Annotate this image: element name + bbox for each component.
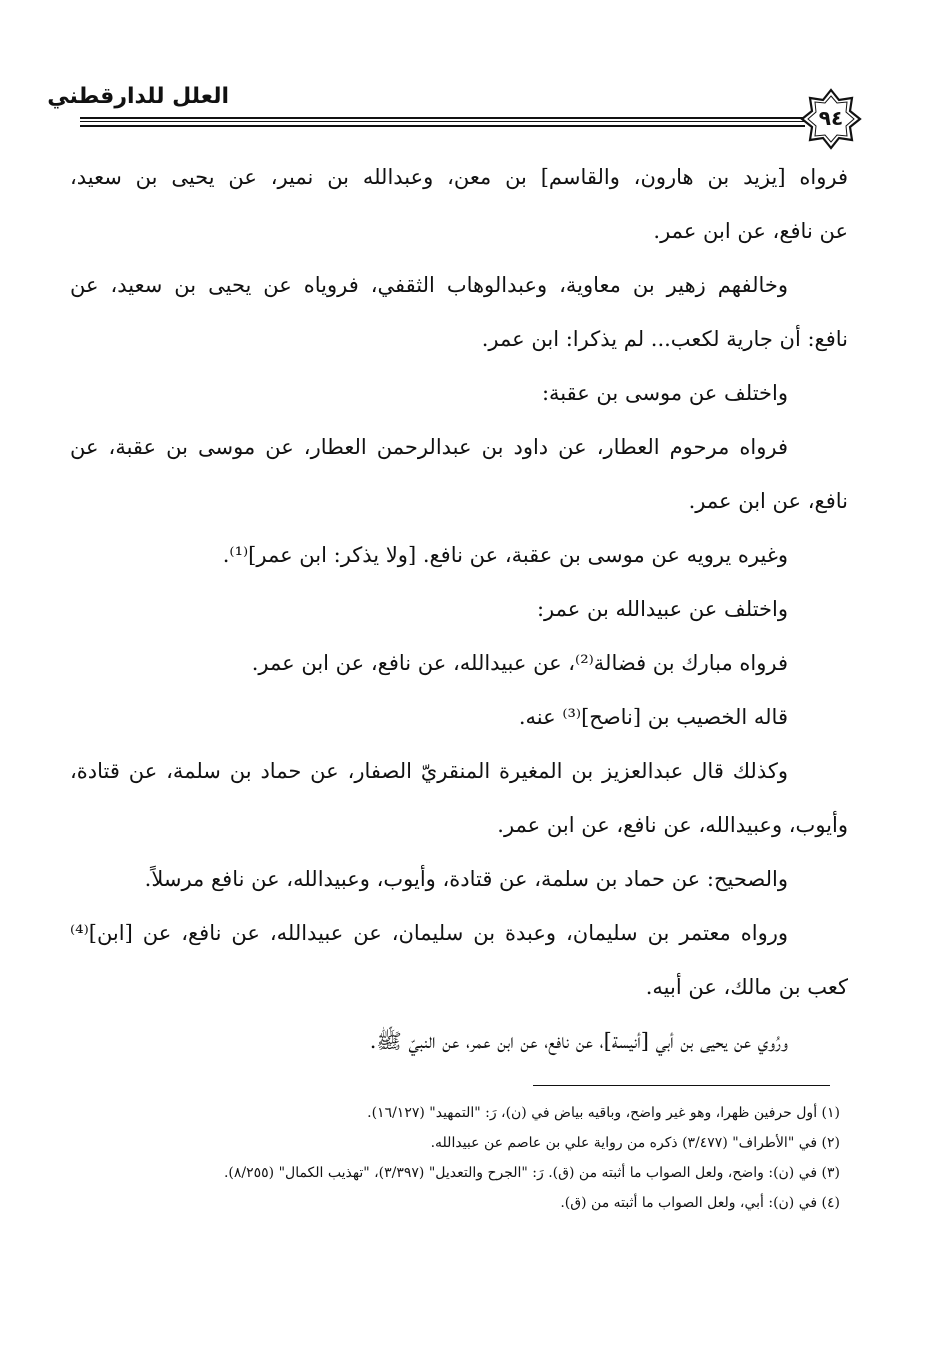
- text-line: وأيوب، وعبيدالله، عن نافع، عن ابن عمر.: [497, 813, 848, 837]
- footnote: (٢) في "الأطراف" (٣/٤٧٧) ذكره من رواية علي بن عاصم عن عبيدالله.: [430, 1135, 840, 1151]
- footnote: (٣) في (ن): واضح، ولعل الصواب ما أثبته من (ق). رَ: "الجرح والتعديل" (٣/٣٩٧)، "تهذيب الكمال" (٨/٢٥٥).: [223, 1165, 840, 1181]
- text-line: نافع، عن ابن عمر.: [688, 489, 848, 513]
- text-line: كعب بن مالك، عن أبيه.: [645, 975, 848, 999]
- main-text: [70, 150, 848, 1068]
- footnotes: [70, 1098, 840, 1218]
- footnote-separator: [533, 1085, 830, 1086]
- text-line: فرواه [يزيد بن هارون، والقاسم] بن معن، وعبدالله بن نمير، عن يحيى بن سعيد،: [70, 165, 848, 189]
- running-title: العلل للدارقطني: [47, 84, 229, 109]
- text-line: واختلف عن موسى بن عقبة:: [541, 381, 788, 405]
- text-line: فرواه مبارك بن فضالة⁽²⁾، عن عبيدالله، عن نافع، عن ابن عمر.: [251, 651, 788, 675]
- text-line: وخالفهم زهير بن معاوية، وعبدالوهاب الثقفي، فروياه عن يحيى بن سعيد، عن: [70, 273, 788, 297]
- text-line: والصحيح: عن حماد بن سلمة، عن قتادة، وأيوب، وعبيدالله، عن نافع مرسلاً.: [144, 867, 788, 891]
- text-line: وكذلك قال عبدالعزيز بن المغيرة المنقريّ الصفار، عن حماد بن سلمة، عن قتادة،: [70, 759, 788, 783]
- text-line: وغيره يرويه عن موسى بن عقبة، عن نافع. [ولا يذكر: ابن عمر]⁽¹⁾.: [222, 543, 788, 567]
- page-number: ٩٤: [818, 106, 844, 130]
- text-line: قاله الخصيب بن [ناصح]⁽³⁾ عنه.: [518, 705, 788, 729]
- text-line: نافع: أن جارية لكعب... لم يذكرا: ابن عمر.: [481, 327, 848, 351]
- text-line: عن نافع، عن ابن عمر.: [653, 219, 848, 243]
- text-line: ورواه معتمر بن سليمان، وعبدة بن سليمان، عن عبيدالله، عن نافع، عن [ابن]⁽⁴⁾: [70, 921, 788, 945]
- header-rule: [80, 117, 805, 127]
- text-line: ورُوي عن يحيى بن أبي [أنيسة]، عن نافع، عن ابن عمر، عن النبيّ ﷺ.: [369, 1029, 788, 1053]
- footnote: (١) أول حرفين ظهرا، وهو غير واضح، وباقيه بياض في (ن)، رَ: "التمهيد" (١٦/١٢٧).: [367, 1105, 840, 1121]
- text-line: واختلف عن عبيدالله بن عمر:: [536, 597, 788, 621]
- footnote: (٤) في (ن): أبي، ولعل الصواب ما أثبته من (ق).: [560, 1195, 840, 1211]
- text-line: فرواه مرحوم العطار، عن داود بن عبدالرحمن العطار، عن موسى بن عقبة، عن: [70, 435, 788, 459]
